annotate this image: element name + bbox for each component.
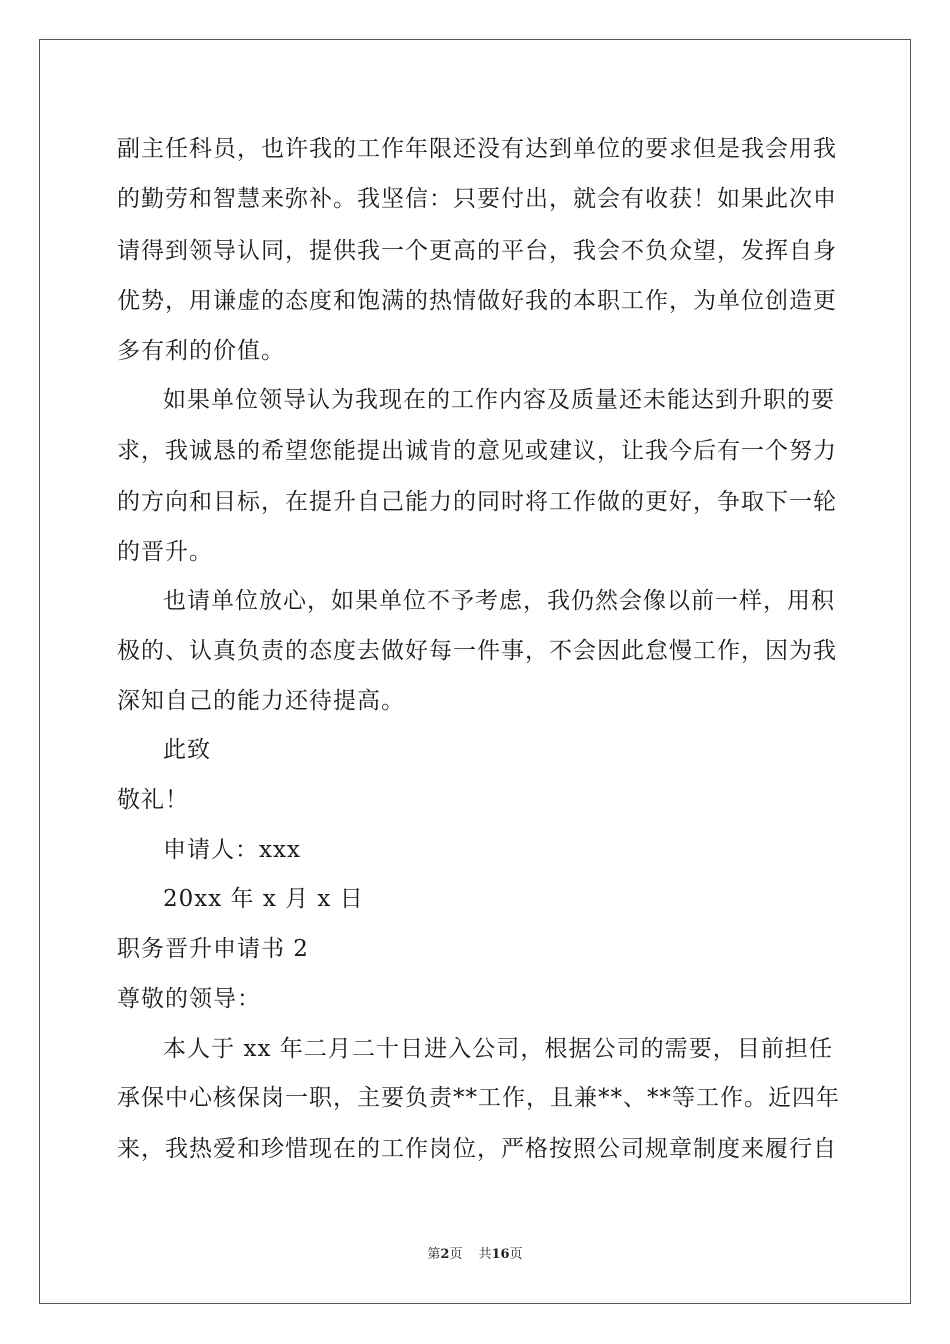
greeting-line: 尊敬的领导： [117, 986, 261, 1012]
paragraph-line: 的勤劳和智慧来弥补。我坚信：只要付出，就会有收获！如果此次申 [117, 186, 837, 212]
page-prefix: 第 [427, 1247, 441, 1262]
paragraph-line: 请得到领导认同，提供我一个更高的平台，我会不负众望，发挥自身 [117, 238, 837, 264]
paragraph-line: 副主任科员，也许我的工作年限还没有达到单位的要求但是我会用我 [117, 136, 837, 162]
date-line: 20xx 年 x 月 x 日 [163, 886, 364, 912]
page-border [39, 39, 911, 1304]
section-title: 职务晋升申请书 2 [117, 936, 309, 962]
page-number: 2 [440, 1247, 450, 1262]
paragraph-line: 来，我热爱和珍惜现在的工作岗位，严格按照公司规章制度来履行自 [117, 1136, 837, 1162]
page-footer [0, 1246, 950, 1264]
salute-text: 敬礼！ [117, 787, 189, 813]
applicant-line: 申请人：xxx [163, 837, 301, 863]
page-suffix: 页 [449, 1247, 463, 1262]
total-suffix: 页 [509, 1247, 523, 1262]
paragraph-line: 如果单位领导认为我现在的工作内容及质量还未能达到升职的要 [163, 387, 835, 413]
paragraph-line: 求，我诚恳的希望您能提出诚肯的意见或建议，让我今后有一个努力 [117, 438, 837, 464]
closing-text: 此致 [163, 737, 211, 763]
paragraph-line: 深知自己的能力还待提高。 [117, 688, 405, 714]
paragraph-line: 也请单位放心，如果单位不予考虑，我仍然会像以前一样，用积 [163, 588, 835, 614]
paragraph-line: 极的、认真负责的态度去做好每一件事，不会因此怠慢工作，因为我 [117, 638, 837, 664]
paragraph-line: 优势，用谦虚的态度和饱满的热情做好我的本职工作，为单位创造更 [117, 288, 837, 314]
paragraph-line: 本人于 xx 年二月二十日进入公司，根据公司的需要，目前担任 [163, 1036, 833, 1062]
paragraph-line: 的晋升。 [117, 539, 213, 565]
total-prefix: 共 [478, 1247, 492, 1262]
paragraph-line: 的方向和目标，在提升自己能力的同时将工作做的更好，争取下一轮 [117, 489, 837, 515]
paragraph-line: 多有利的价值。 [117, 338, 285, 364]
paragraph-line: 承保中心核保岗一职，主要负责**工作，且兼**、**等工作。近四年 [117, 1085, 840, 1111]
total-pages: 16 [491, 1247, 510, 1262]
